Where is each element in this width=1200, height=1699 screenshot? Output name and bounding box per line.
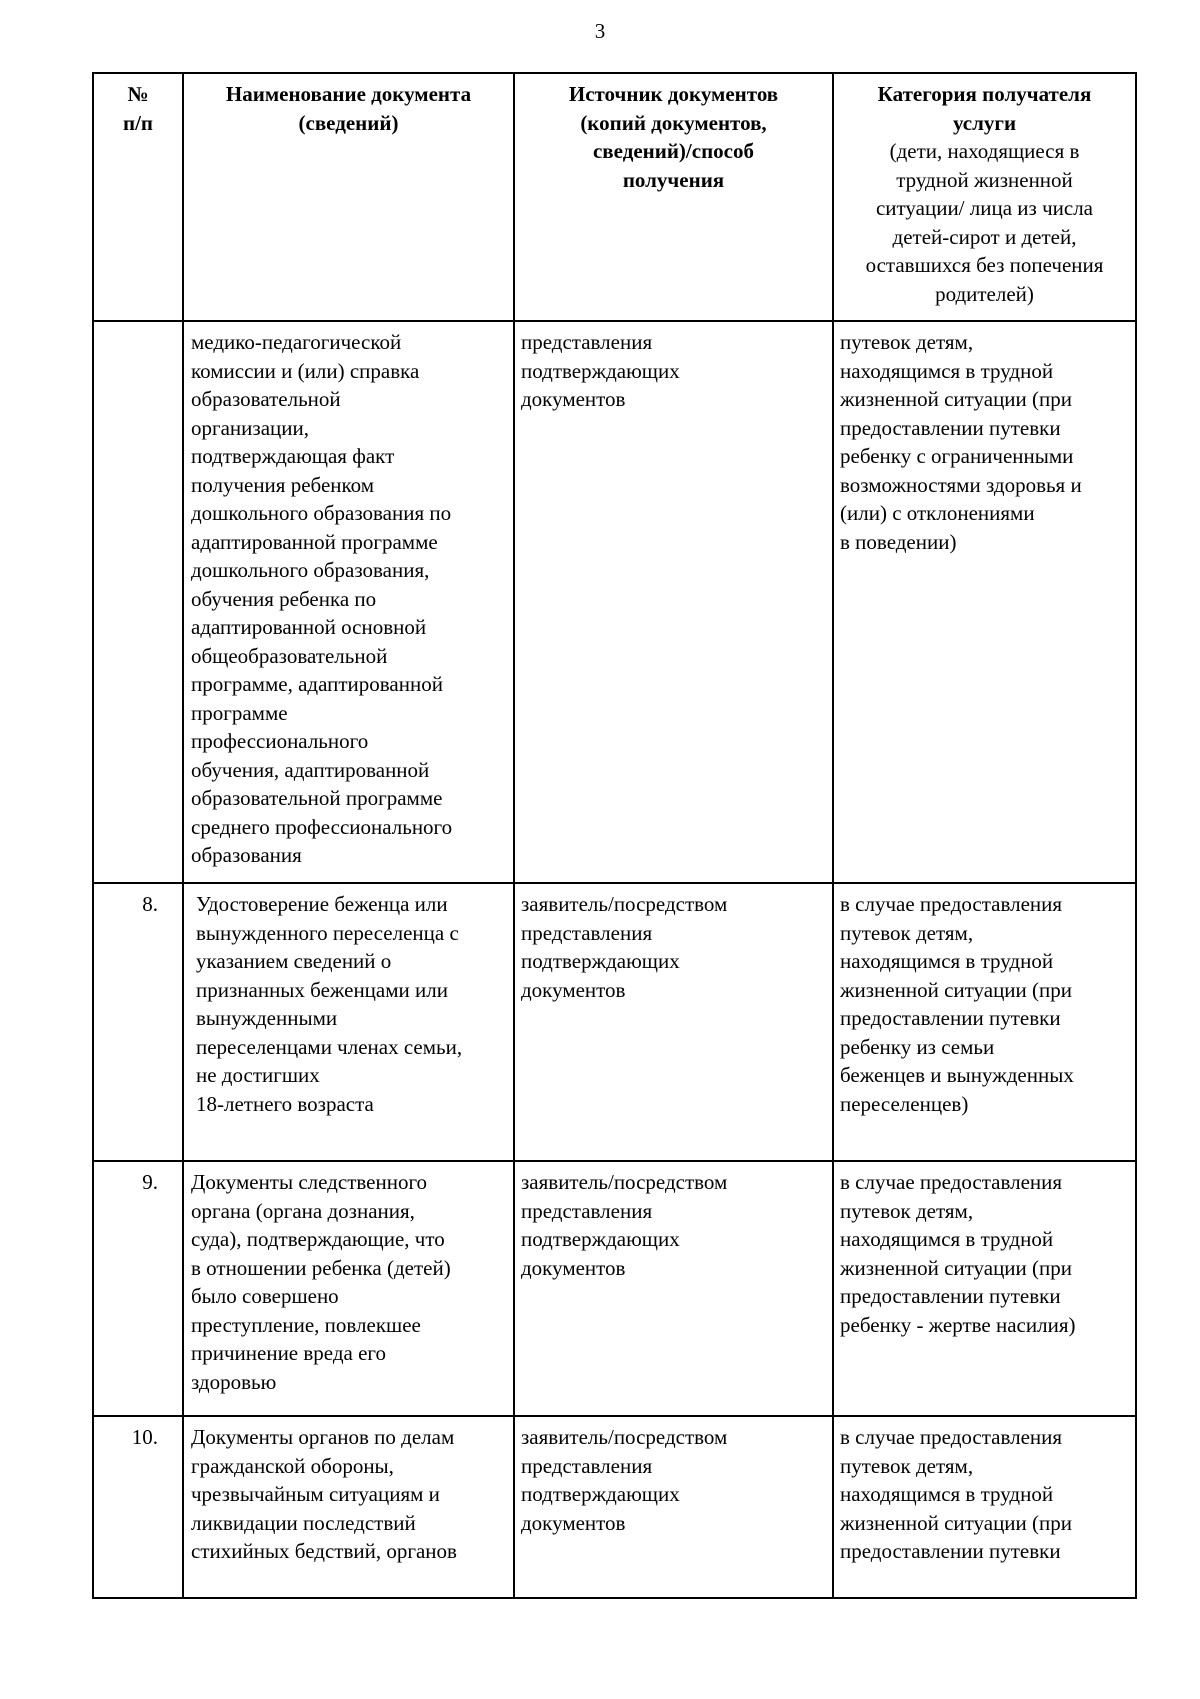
table-row (93, 1161, 1136, 1416)
header-name: Наименование документа (сведений) (183, 73, 514, 321)
document-source: заявитель/посредством представления подтверждающих документов (514, 883, 833, 1161)
documents-table (92, 72, 1137, 1599)
row-number (93, 321, 183, 883)
header-num: № п/п (93, 73, 183, 321)
recipient-category: путевок детям, находящимся в трудной жизненной ситуации (при предоставлении путевки ребенку с ограниченными возможностями здоровья и (или) с отклонениями в поведении) (833, 321, 1136, 883)
table-row (93, 321, 1136, 883)
page-number: 3 (594, 19, 606, 43)
recipient-category: в случае предоставления путевок детям, находящимся в трудной жизненной ситуации (при предоставлении путевки ребенку из семьи беженцев и вынужденных переселенцев) (833, 883, 1136, 1161)
table-row (93, 1416, 1136, 1598)
row-number: 8. (93, 883, 183, 1161)
header-category: Категория получателя услуги (дети, находящиеся в трудной жизненной ситуации/ лица из числа детей-сирот и детей, оставшихся без попечения родителей) (833, 73, 1136, 321)
document-source: заявитель/посредством представления подтверждающих документов (514, 1161, 833, 1416)
document-name: Документы следственного органа (органа дознания, суда), подтверждающие, что в отношении ребенка (детей) было совершено преступление, повлекшее причинение вреда его здоровью (183, 1161, 514, 1416)
document-source: представления подтверждающих документов (514, 321, 833, 883)
table-row (93, 883, 1136, 1161)
row-number: 10. (93, 1416, 183, 1598)
document-name: Удостоверение беженца или вынужденного переселенца с указанием сведений о признанных беженцами или вынужденными переселенцами членах семьи, не достигших 18-летнего возраста (183, 883, 514, 1161)
document-source: заявитель/посредством представления подтверждающих документов (514, 1416, 833, 1598)
header-category-note: (дети, находящиеся в трудной жизненной ситуации/ лица из числа детей-сирот и детей, оставшихся без попечения родителей) (865, 139, 1104, 306)
recipient-category: в случае предоставления путевок детям, находящимся в трудной жизненной ситуации (при предоставлении путевки ребенку - жертве насилия) (833, 1161, 1136, 1416)
row-number: 9. (93, 1161, 183, 1416)
document-name: Документы органов по делам гражданской обороны, чрезвычайным ситуациям и ликвидации последствий стихийных бедствий, органов (183, 1416, 514, 1598)
table-header-row (93, 73, 1136, 321)
recipient-category: в случае предоставления путевок детям, находящимся в трудной жизненной ситуации (при предоставлении путевки (833, 1416, 1136, 1598)
header-source: Источник документов (копий документов, сведений)/способ получения (514, 73, 833, 321)
document-name: медико-педагогической комиссии и (или) справка образовательной организации, подтверждающая факт получения ребенком дошкольного образования по адаптированной программе дошкольного образования, обучения ребенка по адаптированной основной общеобразовательной программе, адаптированной программе профессионального обучения, адаптированной образовательной программе среднего профессионального образования (183, 321, 514, 883)
